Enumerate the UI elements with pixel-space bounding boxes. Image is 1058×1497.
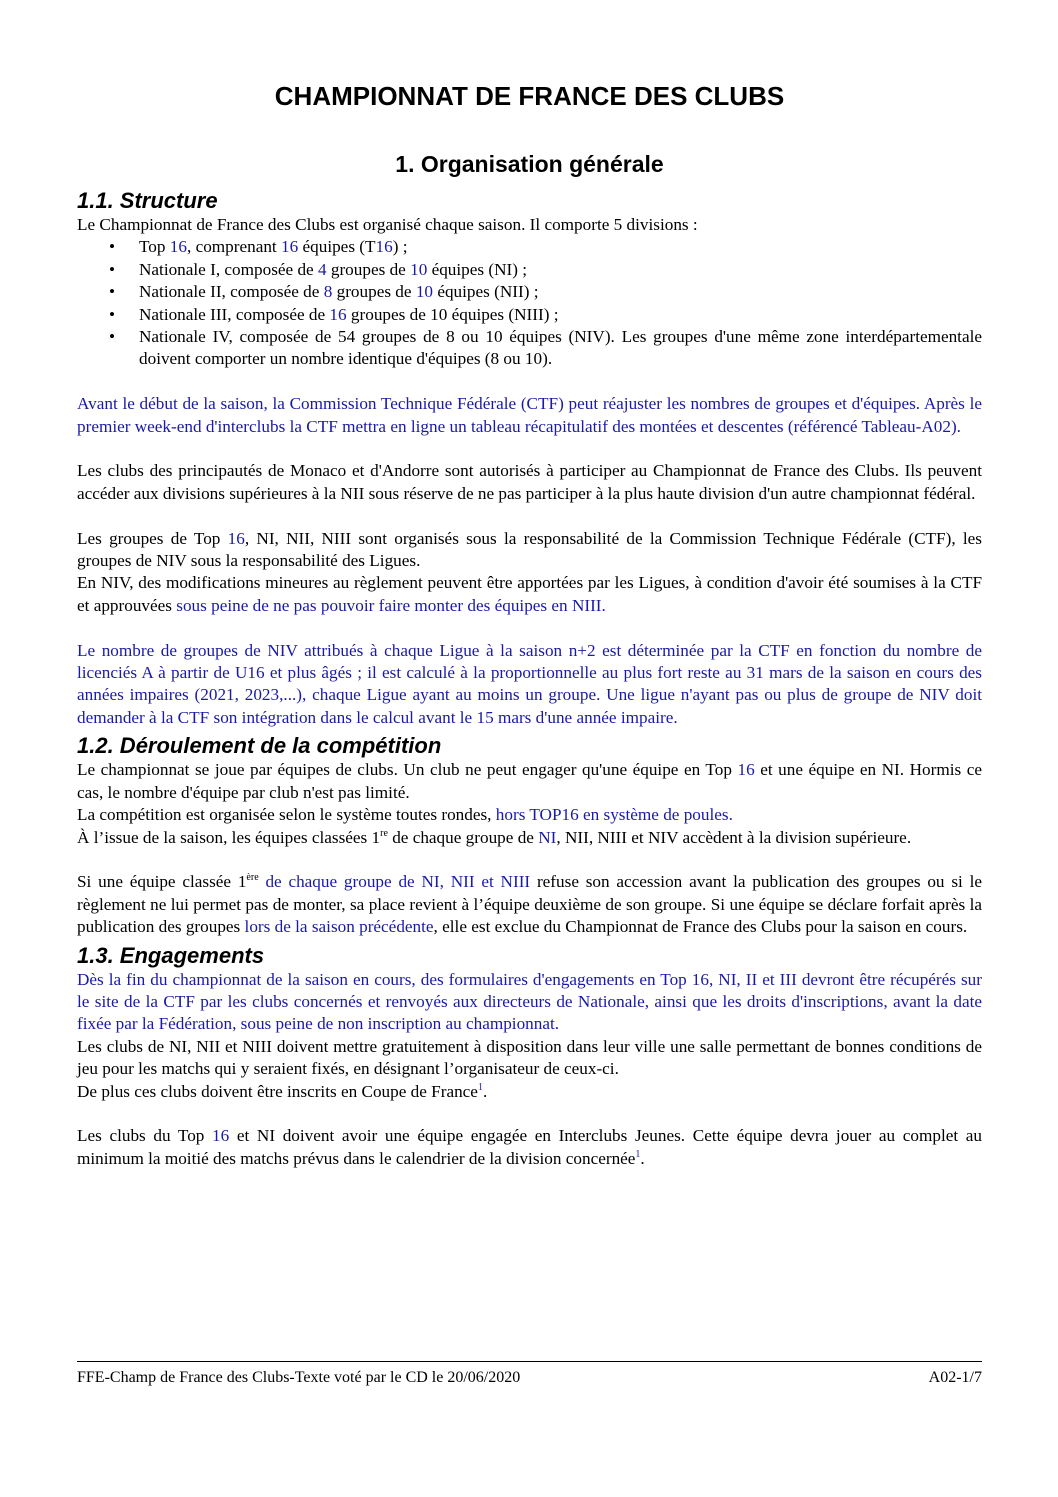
section-1-2-heading: 1.2. Déroulement de la compétition: [77, 733, 442, 759]
section-1-3-heading: 1.3. Engagements: [77, 942, 265, 968]
venue-paragraph: Les clubs de NI, NII et NIII doivent mettre gratuitement à disposition dans leur ville une salle permettant de bonnes conditions de jeu pour les matchs qui y seraient fixés, en désignant l’organisateur de ceux-ci.: [77, 1036, 982, 1079]
youth-interclubs-paragraph: Les clubs du Top 16 et NI doivent avoir une équipe engagée en Interclubs Jeunes. Cette équipe devra jouer au complet au minimum la moitié des matchs prévus dans le calendrier de la division concernée$^1$.: [77, 1126, 982, 1168]
document-title: CHAMPIONNAT DE FRANCE DES CLUBS: [274, 81, 785, 111]
list-item: • Nationale I, composée de 4 groupes de 10 équipes (NI) ;: [77, 259, 982, 281]
accession-refusal-paragraph: Si une équipe classée 1ère de chaque groupe de NI, NII et NIII refuse son accession avant la publication des groupes ou si le règlement ne lui permet pas de monter, sa place revient à l’équipe deuxième de son groupe. Si une équipe se déclare forfait après la publication des groupes lors de la saison précédente, elle est exclue du Championnat de France des Clubs pour la saison en cours.: [77, 872, 982, 937]
page-footer: [77, 1361, 982, 1388]
niv-modifications-paragraph: En NIV, des modifications mineures au règlement peuvent être apportées par les Ligues, à condition d'avoir été soumises à la CTF et approuvées sous peine de ne pas pouvoir faire monter des équipes en NIII.: [77, 573, 982, 615]
promotion-paragraph: À l’issue de la saison, les équipes classées 1re de chaque groupe de NI, NII, NIII et NIV accèdent à la division supérieure.: [77, 827, 912, 847]
division-list: [77, 236, 982, 370]
coupe-de-france-paragraph: De plus ces clubs doivent être inscrits en Coupe de France$^1$.: [77, 1081, 488, 1101]
competition-system-paragraph: La compétition est organisée selon le système toutes rondes, hors TOP16 en système de poules.: [77, 805, 733, 825]
monaco-andorre-paragraph: Les clubs des principautés de Monaco et d'Andorre sont autorisés à participer au Championnat de France des Clubs. Ils peuvent accéder aux divisions supérieures à la NII sous réserve de ne pas participer à la plus haute division d'un autre championnat fédéral.: [77, 461, 982, 503]
footer-document-info: FFE-Champ de France des Clubs-Texte voté par le CD le 20/06/2020: [77, 1369, 521, 1386]
bullet-icon: •: [109, 282, 116, 302]
groups-responsibility-paragraph: Les groupes de Top 16, NI, NII, NIII sont organisés sous la responsabilité de la Commission Technique Fédérale (CTF), les groupes de NIV sous la responsabilité des Ligues.: [77, 528, 982, 571]
registration-forms-paragraph: Dès la fin du championnat de la saison en cours, des formulaires d'engagements en Top 16, NI, II et III devront être récupérés sur le site de la CTF par les clubs concernés et renvoyés aux directeurs de Nationale, ainsi que les droits d'inscriptions, avant la date fixée par la Fédération, sous peine de non inscription au championnat.: [77, 969, 982, 1034]
bullet-icon: •: [109, 237, 116, 257]
footer-page-number: A02-1/7: [928, 1369, 982, 1386]
bullet-icon: •: [109, 327, 116, 347]
ctf-adjustment-paragraph: Avant le début de la saison, la Commission Technique Fédérale (CTF) peut réajuster les nombres de groupes et d'équipes. Après le premier week-end d'interclubs la CTF mettra en ligne un tableau récapitulatif des montées et descentes (référencé Tableau-A02).: [77, 394, 982, 436]
bullet-icon: •: [109, 304, 116, 324]
section-1-heading: 1. Organisation générale: [395, 151, 664, 177]
list-item: • Nationale III, composée de 16 groupes de 10 équipes (NIII) ;: [77, 304, 982, 326]
document-page: [77, 78, 982, 1170]
structure-intro: Le Championnat de France des Clubs est organisé chaque saison. Il comporte 5 divisions :: [77, 215, 698, 234]
list-item: • Nationale II, composée de 8 groupes de 10 équipes (NII) ;: [77, 281, 982, 303]
championship-format-paragraph: Le championnat se joue par équipes de clubs. Un club ne peut engager qu'une équipe en Top 16 et une équipe en NI. Hormis ce cas, le nombre d'équipe par club n'est pas limité.: [77, 760, 982, 802]
section-1-1-heading: 1.1. Structure: [77, 188, 218, 213]
niv-allocation-paragraph: Le nombre de groupes de NIV attribués à chaque Ligue à la saison n+2 est déterminée par la CTF en fonction du nombre de licenciés A à partir de U16 et plus âgés ; il est calculé à la proportionnelle au plus fort reste au 31 mars de la saison en cours des années impaires (2021, 2023,...), chaque Ligue ayant au moins un groupe. Une ligue n'ayant pas ou plus de groupe de NIV doit demander à la CTF son intégration dans le calcul avant le 15 mars d'une année impaire.: [77, 640, 982, 727]
list-item: • Nationale IV, composée de 54 groupes de 8 ou 10 équipes (NIV). Les groupes d'une même zone interdépartementale doivent comporter un nombre identique d'équipes (8 ou 10).: [109, 327, 982, 369]
list-item: • Top 16, comprenant 16 équipes (T16) ;: [77, 236, 982, 258]
bullet-icon: •: [109, 259, 116, 279]
